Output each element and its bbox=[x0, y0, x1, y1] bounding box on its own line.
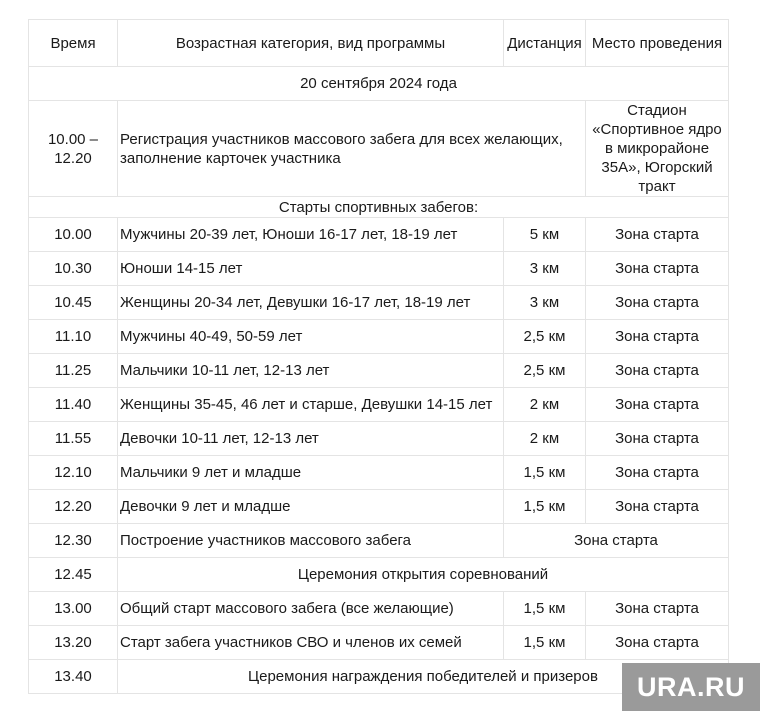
header-row bbox=[29, 20, 729, 67]
mass-start-category: Общий старт массового забега (все желающие) bbox=[118, 592, 504, 626]
header-distance: Дистанция bbox=[504, 20, 586, 67]
date-cell: 20 сентября 2024 года bbox=[29, 67, 729, 101]
race-place: Зона старта bbox=[586, 422, 729, 456]
race-time: 10.30 bbox=[29, 252, 118, 286]
race-category: Девочки 9 лет и младше bbox=[118, 490, 504, 524]
race-distance: 2,5 км bbox=[504, 354, 586, 388]
registration-time: 10.00 – 12.20 bbox=[29, 101, 118, 197]
race-time: 12.20 bbox=[29, 490, 118, 524]
race-category: Женщины 20-34 лет, Девушки 16-17 лет, 18-19 лет bbox=[118, 286, 504, 320]
lineup-place: Зона старта bbox=[504, 524, 729, 558]
race-distance: 2,5 км bbox=[504, 320, 586, 354]
race-place: Зона старта bbox=[586, 490, 729, 524]
race-place: Зона старта bbox=[586, 320, 729, 354]
header-category: Возрастная категория, вид программы bbox=[118, 20, 504, 67]
opening-text: Церемония открытия соревнований bbox=[118, 558, 729, 592]
race-time: 11.40 bbox=[29, 388, 118, 422]
registration-place: Стадион «Спортивное ядро в микрорайоне 35А», Югорский тракт bbox=[586, 101, 729, 197]
race-time: 11.10 bbox=[29, 320, 118, 354]
svo-start-time: 13.20 bbox=[29, 626, 118, 660]
lineup-category: Построение участников массового забега bbox=[118, 524, 504, 558]
race-place: Зона старта bbox=[586, 354, 729, 388]
date-row bbox=[29, 67, 729, 101]
awards-time: 13.40 bbox=[29, 660, 118, 694]
table-row bbox=[29, 422, 729, 456]
race-category: Юноши 14-15 лет bbox=[118, 252, 504, 286]
svo-start-place: Зона старта bbox=[586, 626, 729, 660]
subheader-cell: Старты спортивных забегов: bbox=[29, 197, 729, 218]
mass-start-row bbox=[29, 592, 729, 626]
race-category: Мужчины 20-39 лет, Юноши 16-17 лет, 18-19 лет bbox=[118, 218, 504, 252]
race-time: 10.45 bbox=[29, 286, 118, 320]
table-row bbox=[29, 252, 729, 286]
lineup-time: 12.30 bbox=[29, 524, 118, 558]
race-distance: 5 км bbox=[504, 218, 586, 252]
opening-time: 12.45 bbox=[29, 558, 118, 592]
table-row bbox=[29, 218, 729, 252]
race-category: Мужчины 40-49, 50-59 лет bbox=[118, 320, 504, 354]
table-row bbox=[29, 320, 729, 354]
race-place: Зона старта bbox=[586, 456, 729, 490]
header-place: Место проведения bbox=[586, 20, 729, 67]
race-time: 11.55 bbox=[29, 422, 118, 456]
svo-start-row bbox=[29, 626, 729, 660]
lineup-row bbox=[29, 524, 729, 558]
race-category: Женщины 35-45, 46 лет и старше, Девушки 14-15 лет bbox=[118, 388, 504, 422]
race-category: Девочки 10-11 лет, 12-13 лет bbox=[118, 422, 504, 456]
watermark-logo: URA.RU bbox=[622, 663, 760, 711]
mass-start-place: Зона старта bbox=[586, 592, 729, 626]
race-time: 12.10 bbox=[29, 456, 118, 490]
race-distance: 1,5 км bbox=[504, 490, 586, 524]
subheader-row bbox=[29, 197, 729, 218]
race-place: Зона старта bbox=[586, 252, 729, 286]
registration-row bbox=[29, 101, 729, 197]
race-place: Зона старта bbox=[586, 388, 729, 422]
race-distance: 3 км bbox=[504, 252, 586, 286]
header-time: Время bbox=[29, 20, 118, 67]
schedule-table bbox=[28, 19, 729, 694]
race-distance: 3 км bbox=[504, 286, 586, 320]
race-distance: 1,5 км bbox=[504, 456, 586, 490]
race-category: Мальчики 9 лет и младше bbox=[118, 456, 504, 490]
race-place: Зона старта bbox=[586, 218, 729, 252]
svo-start-category: Старт забега участников СВО и членов их семей bbox=[118, 626, 504, 660]
race-category: Мальчики 10-11 лет, 12-13 лет bbox=[118, 354, 504, 388]
table-row bbox=[29, 354, 729, 388]
race-time: 10.00 bbox=[29, 218, 118, 252]
race-distance: 2 км bbox=[504, 388, 586, 422]
svo-start-distance: 1,5 км bbox=[504, 626, 586, 660]
race-distance: 2 км bbox=[504, 422, 586, 456]
mass-start-time: 13.00 bbox=[29, 592, 118, 626]
awards-text: Церемония награждения победителей и призеров bbox=[118, 660, 729, 694]
race-place: Зона старта bbox=[586, 286, 729, 320]
table-row bbox=[29, 388, 729, 422]
table-row bbox=[29, 456, 729, 490]
opening-row bbox=[29, 558, 729, 592]
race-time: 11.25 bbox=[29, 354, 118, 388]
mass-start-distance: 1,5 км bbox=[504, 592, 586, 626]
registration-category: Регистрация участников массового забега для всех желающих, заполнение карточек участника bbox=[118, 101, 586, 197]
table-row bbox=[29, 286, 729, 320]
table-row bbox=[29, 490, 729, 524]
